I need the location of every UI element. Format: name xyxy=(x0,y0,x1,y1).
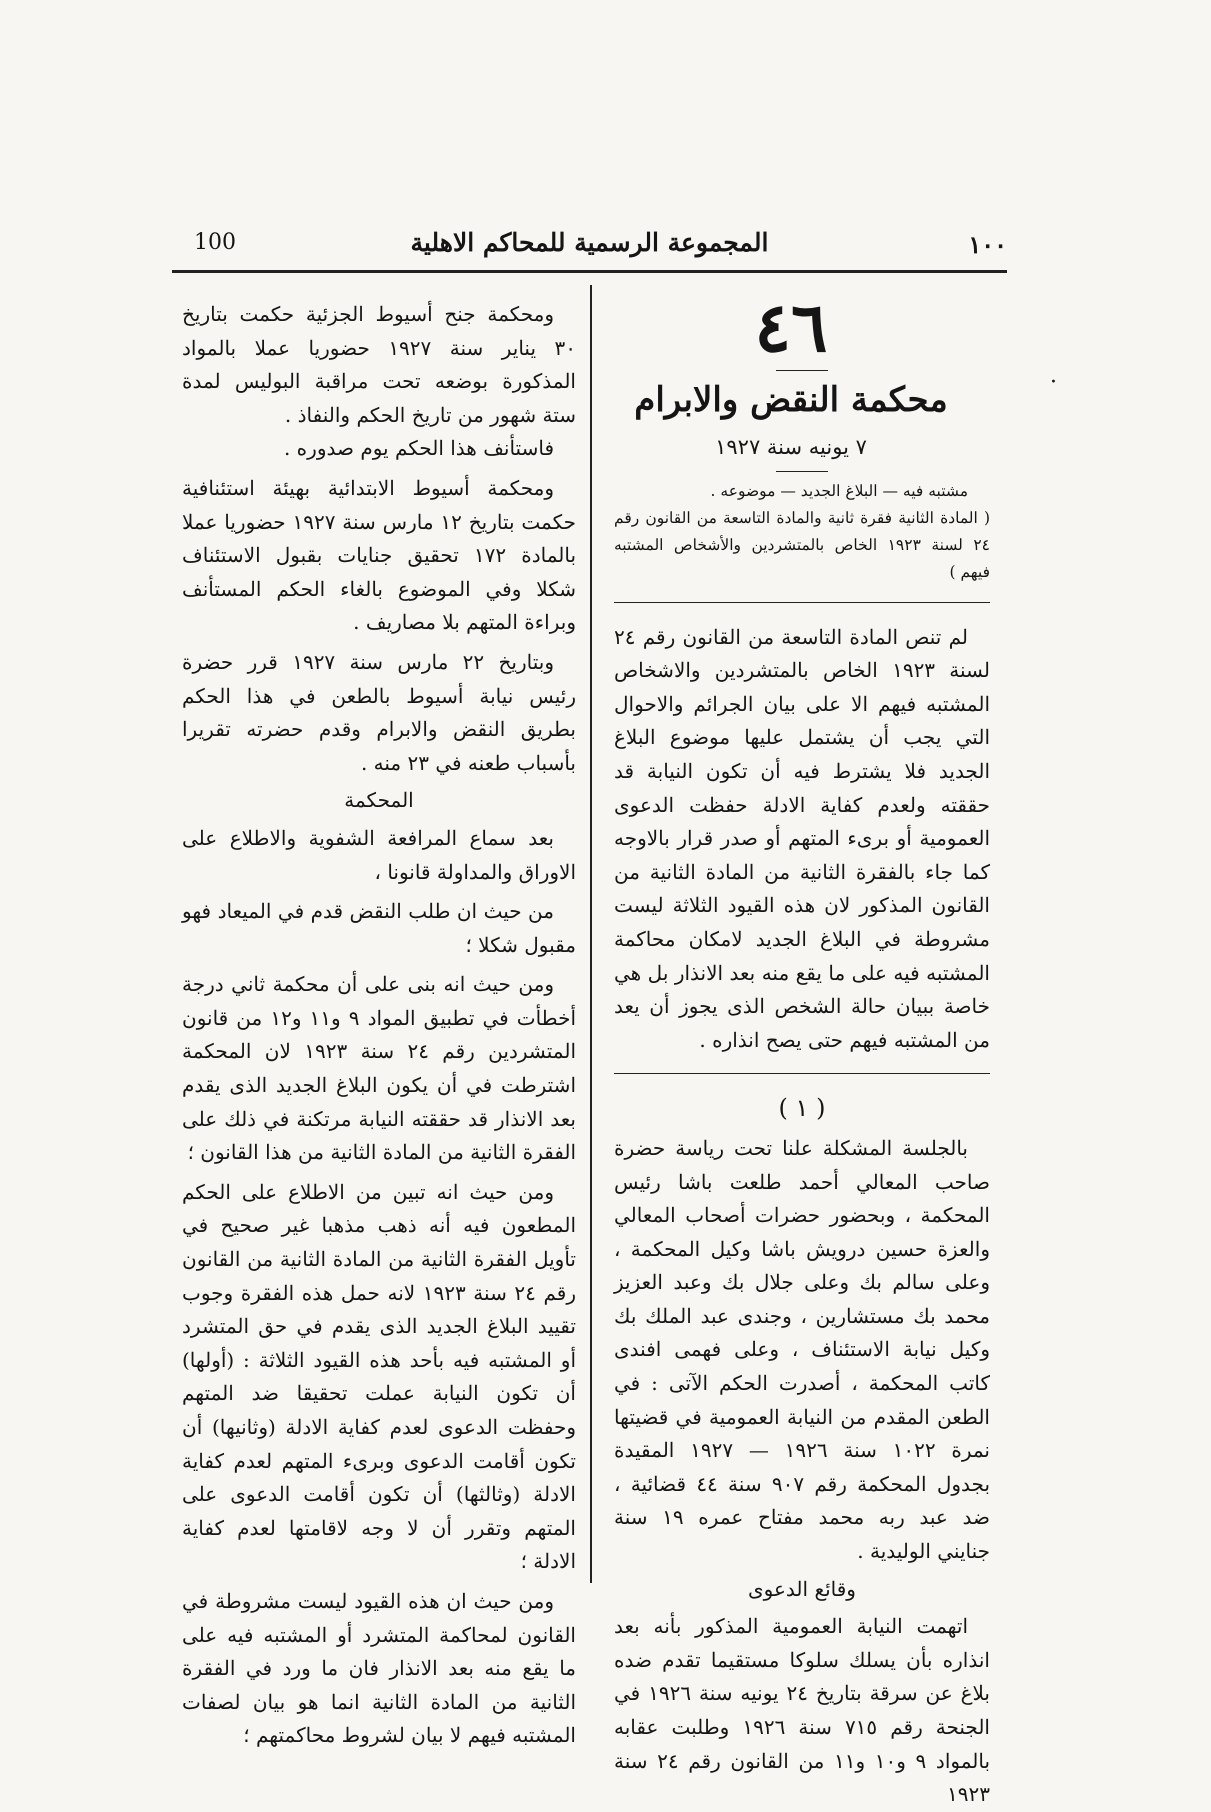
court-heading: المحكمة xyxy=(344,788,414,813)
summary-rule xyxy=(614,602,990,603)
summary-statute: ( المادة الثانية فقرة ثانية والمادة التاسعة من القانون رقم ٢٤ لسنة ١٩٢٣ الخاص بالمتشردين والأشخاص المشتبه فيهم ) xyxy=(614,508,990,581)
judgment-date: ٧ يونيه سنة ١٩٢٧ xyxy=(715,435,867,459)
summary-subject: مشتبه فيه — البلاغ الجديد — موضوعه . xyxy=(710,481,968,500)
section-number: ( ١ ) xyxy=(778,1094,826,1123)
court-name: محكمة النقض والابرام xyxy=(634,380,948,420)
margin-mark: · xyxy=(1050,370,1057,395)
paragraph-9: ومن حيث ان هذه القيود ليست مشروطة في القانون لمحاكمة المتشرد أو المشتبه فيه على ما يقع منه بعد الانذار فان ما ورد في الفقرة الثانية من المادة الثانية انما هو بيان لصفات المشتبه فيهم لا بيان لشروط محاكمتهم ؛ xyxy=(182,1588,576,1748)
page-header xyxy=(172,222,1007,266)
paragraph-6: من حيث ان طلب النقض قدم في الميعاد فهو مقبول شكلا ؛ xyxy=(182,899,576,957)
left-column xyxy=(182,298,576,1753)
headnote-rule xyxy=(614,1073,990,1074)
paragraph-1: ومحكمة جنح أسيوط الجزئية حكمت بتاريخ ٣٠ يناير سنة ١٩٢٧ حضوريا عملا بالمواد المذكورة بوضعه تحت مراقبة البوليس لمدة ستة شهور من تاريخ الحكم والنفاذ . xyxy=(182,302,576,427)
facts-heading: وقائع الدعوى xyxy=(748,1576,856,1601)
case-number-underline xyxy=(776,370,828,371)
page-number-arabic: ١٠٠ xyxy=(968,230,1007,259)
paragraph-8: ومن حيث انه تبين من الاطلاع على الحكم المطعون فيه أنه ذهب مذهبا غير صحيح في تأويل الفقرة الثانية من المادة الثانية من القانون رقم ٢٤ سنة ١٩٢٣ لانه حمل هذه الفقرة وجوب تقييد البلاغ الجديد الذى يقدم في حق المتشرد أو المشتبه فيه بأحد هذه القيود الثلاثة : (أولها) أن تكون النيابة عملت تحقيقا ضد المتهم وحفظت الدعوى لعدم كفاية الادلة (وثانيها) أن تكون أقامت الدعوى وبرىء المتهم لعدم كفاية الادلة (وثالثها) أن تكون أقامت الدعوى على المتهم وتقرر أن لا وجه لاقامتها لعدم كفاية الادلة ؛ xyxy=(182,1179,576,1574)
facts-paragraph: اتهمت النيابة العمومية المذكور بأنه بعد انذاره بأن يسلك سلوكا مستقيما تقدم ضده بلاغ عن سرقة بتاريخ ٢٤ يونيه سنة ١٩٢٦ في الجنحة رقم ٧١٥ سنة ١٩٢٦ وطلبت عقابه بالمواد ٩ و١٠ و١١ من القانون رقم ٢٤ سنة ١٩٢٣ xyxy=(614,1614,991,1807)
date-underline xyxy=(776,471,828,472)
page-title: المجموعة الرسمية للمحاكم الاهلية xyxy=(410,228,769,257)
header-rule xyxy=(172,270,1007,273)
page-number-latin: 100 xyxy=(194,230,236,255)
session-paragraph: بالجلسة المشكلة علنا تحت رياسة حضرة صاحب المعالي أحمد طلعت باشا رئيس المحكمة ، وبحضور حضرات أصحاب المعالي والعزة حسين درويش باشا وكيل المحكمة ، وعلى سالم بك وعلى جلال بك وعبد العزيز محمد بك مستشارين ، وجندى عبد الملك بك وكيل نيابة الاستئناف ، وعلى فهمى افندى كاتب المحكمة ، أصدرت الحكم الآتى : في الطعن المقدم من النيابة العمومية في قضيتها نمرة ١٠٢٢ سنة ١٩٢٦ — ١٩٢٧ المقيدة بجدول المحكمة رقم ٩٠٧ سنة ٤٤ قضائية ، ضد عبد ربه محمد مفتاح عمره ١٩ سنة جنايني الوليدية . xyxy=(614,1135,991,1564)
paragraph-3: ومحكمة أسيوط الابتدائية بهيئة استئنافية حكمت بتاريخ ١٢ مارس سنة ١٩٢٧ حضوريا عملا بالمادة ١٧٢ تحقيق جنايات بقبول الاستئناف شكلا وفي الموضوع بالغاء الحكم المستأنف وبراءة المتهم بلا مصاريف . xyxy=(182,475,577,635)
paragraph-5: بعد سماع المرافعة الشفوية والاطلاع على الاوراق والمداولة قانونا ، xyxy=(182,825,576,884)
column-divider xyxy=(590,285,592,1583)
case-number: ٤٦ xyxy=(754,288,828,368)
paragraph-4: وبتاريخ ٢٢ مارس سنة ١٩٢٧ قرر حضرة رئيس نيابة أسيوط بالطعن في هذا الحكم بطريق النقض والابرام وقدم حضرته تقريرا بأسباب طعنه في ٢٣ منه . xyxy=(182,649,576,775)
right-column xyxy=(614,288,991,1812)
headnote-paragraph: لم تنص المادة التاسعة من القانون رقم ٢٤ لسنة ١٩٢٣ الخاص بالمتشردين والاشخاص المشتبه فيهم الا على بيان الجرائم والاحوال التي يجب أن يشتمل عليها موضوع البلاغ الجديد فلا يشترط فيه أن تكون النيابة قد حققته ولعدم كفاية الادلة حفظت الدعوى العمومية أو برىء المتهم أو صدر قرار بالاوجه كما جاء بالفقرة الثانية من المادة الثانية من القانون المذكور لان هذه القيود الثلاثة ليست مشروطة في البلاغ الجديد لامكان محاكمة المشتبه فيه على ما يقع منه بعد الانذار بل هي خاصة ببيان حالة الشخص الذى يجوز أن يعد من المشتبه فيهم حتى يصح انذاره . xyxy=(614,624,990,1052)
paragraph-2: فاستأنف هذا الحكم يوم صدوره . xyxy=(283,436,554,461)
paragraph-7: ومن حيث انه بنى على أن محكمة ثاني درجة أخطأت في تطبيق المواد ٩ و١١ و١٢ من قانون المتشردين رقم ٢٤ سنة ١٩٢٣ لان المحكمة اشترطت في أن يكون البلاغ الجديد الذى يقدم بعد الانذار قد حققته النيابة مرتكنة في ذلك على الفقرة الثانية من المادة الثانية من هذا القانون ؛ xyxy=(182,972,577,1165)
